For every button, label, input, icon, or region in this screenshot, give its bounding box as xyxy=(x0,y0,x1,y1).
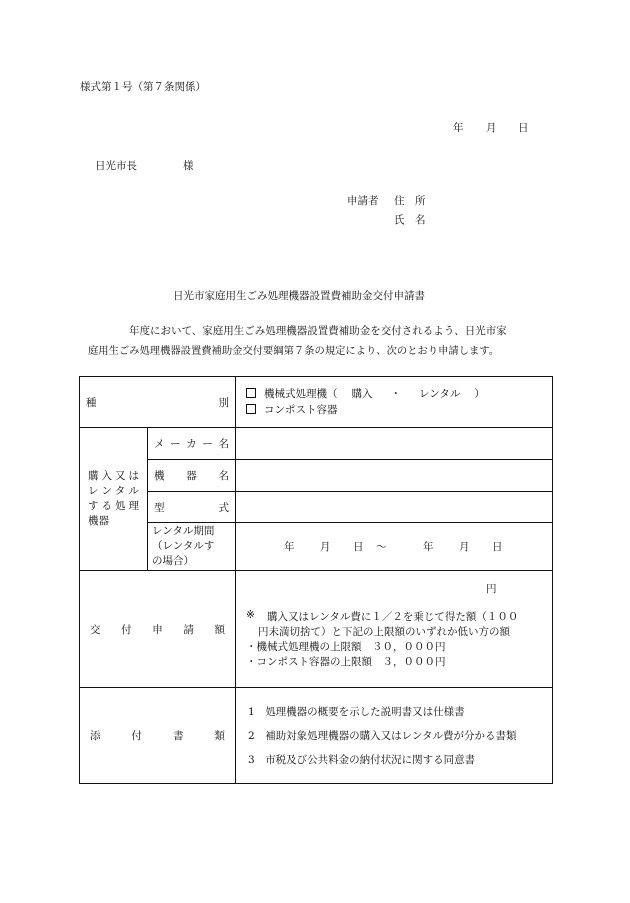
device-group-line-2: レンタル xyxy=(88,485,139,497)
applicant-label: 申請者 xyxy=(347,195,379,207)
applicant-address-label: 住 所 xyxy=(394,195,426,207)
intro-line-1: 年度において、家庭用生ごみ処理機器設置費補助金を交付されるよう、日光市家 xyxy=(129,325,507,337)
addressee-honorific: 様 xyxy=(183,160,194,172)
application-table xyxy=(79,376,553,784)
date-year-label: 年 xyxy=(453,122,464,134)
device-group-label xyxy=(88,469,139,529)
compost-option-label: コンポスト容器 xyxy=(264,404,338,416)
rental-period-line-3: の場合） xyxy=(152,555,194,567)
device-name-input[interactable] xyxy=(236,460,553,492)
attachments-row xyxy=(80,688,553,784)
attachment-item xyxy=(248,748,552,772)
attachment-text: 市税及び公共料金の納付状況に関する同意書 xyxy=(265,753,476,766)
type-label-cell xyxy=(80,377,236,428)
device-group-line-3: する処理 xyxy=(88,500,139,512)
attachment-text: 処理機器の概要を示した説明書又は仕様書 xyxy=(265,705,465,718)
amount-cell[interactable] xyxy=(236,571,553,688)
attachment-number: 1 xyxy=(248,705,255,718)
rental-period-values xyxy=(236,539,552,555)
rental-period-line-2: （レンタルす xyxy=(152,540,215,552)
period-tilde: ～ xyxy=(376,540,387,553)
rental-option[interactable]: レンタル xyxy=(419,388,461,400)
model-label: 型式 xyxy=(154,501,229,514)
amount-label-cell xyxy=(80,571,236,688)
type-row xyxy=(80,377,553,428)
device-group-cell xyxy=(80,428,148,571)
period-end-day: 日 xyxy=(492,540,503,553)
model-row xyxy=(80,492,553,523)
device-name-label-cell xyxy=(148,460,236,492)
attach-label-cell xyxy=(80,688,236,784)
machine-option-prefix: 機械式処理機（ xyxy=(264,388,338,400)
rental-period-label-cell xyxy=(148,523,236,571)
type-options-cell xyxy=(236,377,553,428)
attachment-text: 補助対象処理機器の購入又はレンタル費が分かる書類 xyxy=(265,729,517,742)
attachments-cell xyxy=(236,688,553,784)
note-line-4: ・コンポスト容器の上限額 ３，０００円 xyxy=(246,656,446,668)
attachment-item xyxy=(248,724,552,748)
device-name-row xyxy=(80,460,553,492)
attach-label: 添付書類 xyxy=(90,730,225,742)
period-end-month: 月 xyxy=(459,540,470,553)
attachment-item xyxy=(248,700,552,724)
note-mark: ※ xyxy=(246,609,255,621)
document-title: 日光市家庭用生ごみ処理機器設置費補助金交付申請書 xyxy=(173,290,425,302)
yen-label: 円 xyxy=(486,583,497,595)
note-line-1: 購入又はレンタル費に１／２を乗じて得た額（１００ xyxy=(267,611,519,623)
period-start-year: 年 xyxy=(284,540,295,553)
maker-label: メーカー名 xyxy=(154,438,229,450)
device-group-line-4: 機器 xyxy=(88,515,109,527)
model-label-cell xyxy=(148,492,236,523)
date-day-label: 日 xyxy=(518,122,529,134)
buy-option[interactable]: 購入 xyxy=(351,388,373,400)
type-label: 種別 xyxy=(86,396,229,409)
machine-option-close: ） xyxy=(474,388,485,400)
period-start-day: 日 xyxy=(353,540,364,553)
rental-period-line-1: レンタル期間 xyxy=(152,525,215,537)
amount-content xyxy=(236,571,552,686)
machine-checkbox[interactable] xyxy=(246,388,256,398)
rental-period-row xyxy=(80,523,553,571)
maker-input[interactable] xyxy=(236,428,553,460)
device-name-label: 機器名 xyxy=(154,470,229,482)
amount-row xyxy=(80,571,553,688)
model-input[interactable] xyxy=(236,492,553,523)
period-start-month: 月 xyxy=(320,540,331,553)
form-number: 様式第１号（第７条関係） xyxy=(80,81,206,93)
period-end-year: 年 xyxy=(423,540,434,553)
device-group-line-1: 購入又は xyxy=(88,470,139,482)
applicant-name-label: 氏 名 xyxy=(394,214,426,226)
option-separator: ・ xyxy=(390,388,401,400)
type-option-machine[interactable] xyxy=(246,386,552,402)
rental-period-label xyxy=(152,524,231,569)
compost-checkbox[interactable] xyxy=(246,404,256,414)
attachment-number: 2 xyxy=(248,729,255,742)
note-line-2: 円未満切捨て）と下記の上限額のいずれか低い方の額 xyxy=(258,626,510,638)
date-month-label: 月 xyxy=(486,122,497,134)
attachment-number: 3 xyxy=(248,753,255,766)
intro-line-2: 庭用生ごみ処理機器設置費補助金交付要綱第７条の規定により、次のとおり申請します。 xyxy=(88,345,500,357)
note-line-3: ・機械式処理機の上限額 ３０，０００円 xyxy=(246,641,446,653)
maker-label-cell xyxy=(148,428,236,460)
maker-row xyxy=(80,428,553,460)
type-option-compost[interactable] xyxy=(246,402,552,418)
addressee-name: 日光市長 xyxy=(95,160,137,172)
amount-label: 交付申請額 xyxy=(90,623,225,636)
rental-period-input[interactable] xyxy=(236,523,553,571)
